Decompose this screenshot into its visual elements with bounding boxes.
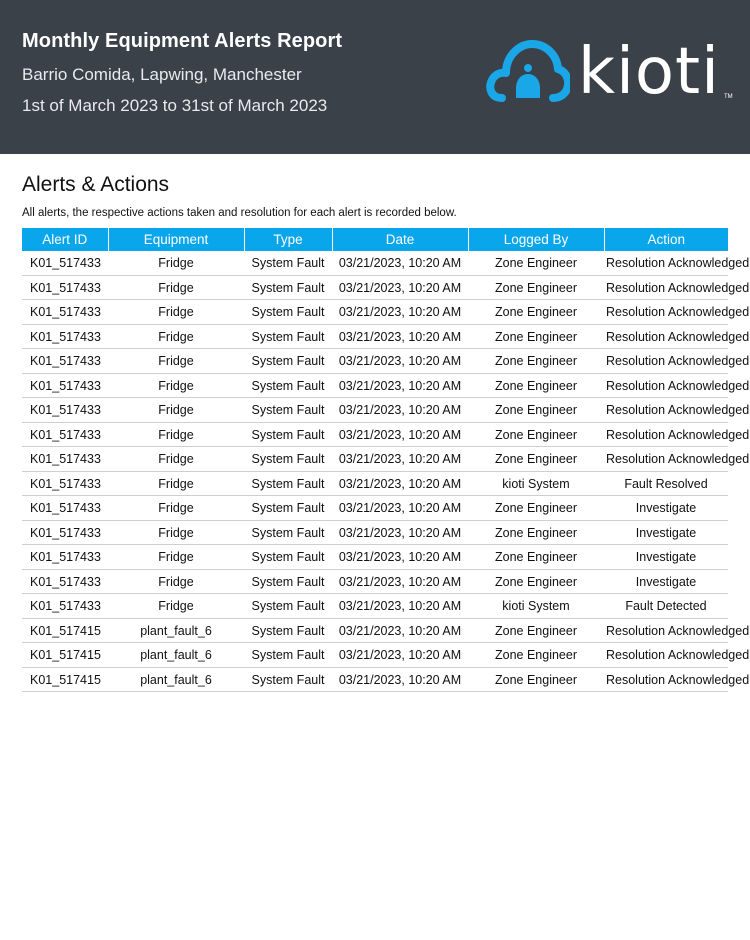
logged-by-cell: Zone Engineer: [468, 300, 604, 325]
logged-by-cell: Zone Engineer: [468, 667, 604, 692]
logged-by-cell: Zone Engineer: [468, 643, 604, 668]
table-header-row: [22, 228, 728, 251]
action-cell: Resolution Acknowledged: [604, 447, 728, 472]
alerts-table: [22, 228, 750, 692]
alert-id-cell: K01_517433: [22, 349, 108, 374]
logged-by-cell: Zone Engineer: [468, 447, 604, 472]
action-cell: Investigate: [604, 520, 728, 545]
column-header-action: Action: [604, 228, 728, 251]
date-cell: 03/21/2023, 10:20 AM: [332, 643, 468, 668]
type-cell: System Fault: [244, 398, 332, 423]
date-cell: 03/21/2023, 10:20 AM: [332, 618, 468, 643]
equipment-cell: Fridge: [108, 447, 244, 472]
equipment-cell: plant_fault_6: [108, 667, 244, 692]
logged-by-cell: kioti System: [468, 471, 604, 496]
report-location: Barrio Comida, Lapwing, Manchester: [22, 65, 302, 84]
alert-id-cell: K01_517433: [22, 251, 108, 275]
section-title: Alerts & Actions: [22, 173, 170, 196]
action-cell: Resolution Acknowledged: [604, 349, 728, 374]
action-cell: Investigate: [604, 496, 728, 521]
action-cell: Resolution Acknowledged: [604, 324, 728, 349]
action-cell: Resolution Acknowledged: [604, 251, 728, 275]
action-cell: Fault Detected: [604, 594, 728, 619]
type-cell: System Fault: [244, 373, 332, 398]
table-row: [22, 667, 728, 692]
date-cell: 03/21/2023, 10:20 AM: [332, 349, 468, 374]
date-cell: 03/21/2023, 10:20 AM: [332, 324, 468, 349]
type-cell: System Fault: [244, 300, 332, 325]
equipment-cell: Fridge: [108, 496, 244, 521]
logo-wordmark: kioti: [578, 35, 720, 109]
action-cell: Resolution Acknowledged: [604, 398, 728, 423]
column-header-logged-by: Logged By: [468, 228, 604, 251]
logged-by-cell: Zone Engineer: [468, 422, 604, 447]
type-cell: System Fault: [244, 349, 332, 374]
type-cell: System Fault: [244, 251, 332, 275]
column-header-equipment: Equipment: [108, 228, 244, 251]
type-cell: System Fault: [244, 569, 332, 594]
table-row: [22, 520, 728, 545]
table-row: [22, 618, 728, 643]
logged-by-cell: Zone Engineer: [468, 251, 604, 275]
logged-by-cell: Zone Engineer: [468, 545, 604, 570]
type-cell: System Fault: [244, 594, 332, 619]
date-cell: 03/21/2023, 10:20 AM: [332, 667, 468, 692]
table-row: [22, 447, 728, 472]
table-row: [22, 594, 728, 619]
table-row: [22, 471, 728, 496]
equipment-cell: Fridge: [108, 594, 244, 619]
action-cell: Resolution Acknowledged: [604, 618, 728, 643]
type-cell: System Fault: [244, 422, 332, 447]
type-cell: System Fault: [244, 545, 332, 570]
column-header-date: Date: [332, 228, 468, 251]
date-cell: 03/21/2023, 10:20 AM: [332, 275, 468, 300]
logged-by-cell: Zone Engineer: [468, 569, 604, 594]
alert-id-cell: K01_517433: [22, 569, 108, 594]
alert-id-cell: K01_517415: [22, 618, 108, 643]
logged-by-cell: Zone Engineer: [468, 618, 604, 643]
equipment-cell: Fridge: [108, 545, 244, 570]
alert-id-cell: K01_517433: [22, 324, 108, 349]
alert-id-cell: K01_517433: [22, 496, 108, 521]
equipment-cell: Fridge: [108, 422, 244, 447]
equipment-cell: Fridge: [108, 398, 244, 423]
report-header: [0, 0, 750, 154]
equipment-cell: Fridge: [108, 520, 244, 545]
alert-id-cell: K01_517433: [22, 520, 108, 545]
table-row: [22, 398, 728, 423]
alert-id-cell: K01_517433: [22, 594, 108, 619]
table-row: [22, 324, 728, 349]
kioti-logo: [486, 36, 736, 108]
alerts-table-body: [22, 251, 750, 692]
logo-trademark: TM: [724, 94, 733, 100]
logged-by-cell: Zone Engineer: [468, 349, 604, 374]
action-cell: Resolution Acknowledged: [604, 275, 728, 300]
date-cell: 03/21/2023, 10:20 AM: [332, 447, 468, 472]
column-header-type: Type: [244, 228, 332, 251]
alert-id-cell: K01_517433: [22, 447, 108, 472]
action-cell: Investigate: [604, 545, 728, 570]
type-cell: System Fault: [244, 275, 332, 300]
alert-id-cell: K01_517433: [22, 300, 108, 325]
equipment-cell: Fridge: [108, 251, 244, 275]
alert-id-cell: K01_517433: [22, 398, 108, 423]
section-description: All alerts, the respective actions taken and resolution for each alert is recorded below.: [22, 207, 457, 219]
report-title: Monthly Equipment Alerts Report: [22, 30, 343, 52]
equipment-cell: Fridge: [108, 275, 244, 300]
equipment-cell: Fridge: [108, 324, 244, 349]
action-cell: Resolution Acknowledged: [604, 422, 728, 447]
type-cell: System Fault: [244, 471, 332, 496]
date-cell: 03/21/2023, 10:20 AM: [332, 373, 468, 398]
date-cell: 03/21/2023, 10:20 AM: [332, 545, 468, 570]
table-row: [22, 545, 728, 570]
type-cell: System Fault: [244, 618, 332, 643]
report-period: 1st of March 2023 to 31st of March 2023: [22, 96, 328, 115]
type-cell: System Fault: [244, 667, 332, 692]
logged-by-cell: Zone Engineer: [468, 496, 604, 521]
date-cell: 03/21/2023, 10:20 AM: [332, 300, 468, 325]
date-cell: 03/21/2023, 10:20 AM: [332, 398, 468, 423]
table-row: [22, 569, 728, 594]
action-cell: Fault Resolved: [604, 471, 728, 496]
equipment-cell: Fridge: [108, 349, 244, 374]
date-cell: 03/21/2023, 10:20 AM: [332, 594, 468, 619]
logged-by-cell: Zone Engineer: [468, 275, 604, 300]
equipment-cell: plant_fault_6: [108, 618, 244, 643]
date-cell: 03/21/2023, 10:20 AM: [332, 520, 468, 545]
logged-by-cell: Zone Engineer: [468, 398, 604, 423]
date-cell: 03/21/2023, 10:20 AM: [332, 251, 468, 275]
equipment-cell: Fridge: [108, 569, 244, 594]
action-cell: Resolution Acknowledged: [604, 373, 728, 398]
alert-id-cell: K01_517433: [22, 471, 108, 496]
type-cell: System Fault: [244, 520, 332, 545]
table-row: [22, 349, 728, 374]
equipment-cell: plant_fault_6: [108, 643, 244, 668]
table-row: [22, 643, 728, 668]
logged-by-cell: kioti System: [468, 594, 604, 619]
alert-id-cell: K01_517415: [22, 643, 108, 668]
type-cell: System Fault: [244, 447, 332, 472]
logged-by-cell: Zone Engineer: [468, 520, 604, 545]
table-row: [22, 275, 728, 300]
action-cell: Resolution Acknowledged: [604, 300, 728, 325]
action-cell: Resolution Acknowledged: [604, 667, 728, 692]
alert-id-cell: K01_517433: [22, 422, 108, 447]
alert-id-cell: K01_517433: [22, 275, 108, 300]
logged-by-cell: Zone Engineer: [468, 324, 604, 349]
logged-by-cell: Zone Engineer: [468, 373, 604, 398]
action-cell: Resolution Acknowledged: [604, 643, 728, 668]
table-row: [22, 251, 728, 275]
alert-id-cell: K01_517433: [22, 373, 108, 398]
table-row: [22, 422, 728, 447]
date-cell: 03/21/2023, 10:20 AM: [332, 422, 468, 447]
table-row: [22, 496, 728, 521]
table-row: [22, 300, 728, 325]
column-header-alert-id: Alert ID: [22, 228, 108, 251]
type-cell: System Fault: [244, 643, 332, 668]
action-cell: Investigate: [604, 569, 728, 594]
date-cell: 03/21/2023, 10:20 AM: [332, 496, 468, 521]
type-cell: System Fault: [244, 324, 332, 349]
equipment-cell: Fridge: [108, 300, 244, 325]
date-cell: 03/21/2023, 10:20 AM: [332, 569, 468, 594]
equipment-cell: Fridge: [108, 373, 244, 398]
date-cell: 03/21/2023, 10:20 AM: [332, 471, 468, 496]
alert-id-cell: K01_517433: [22, 545, 108, 570]
table-row: [22, 373, 728, 398]
alert-id-cell: K01_517415: [22, 667, 108, 692]
equipment-cell: Fridge: [108, 471, 244, 496]
type-cell: System Fault: [244, 496, 332, 521]
cloud-lock-icon: [486, 38, 570, 104]
